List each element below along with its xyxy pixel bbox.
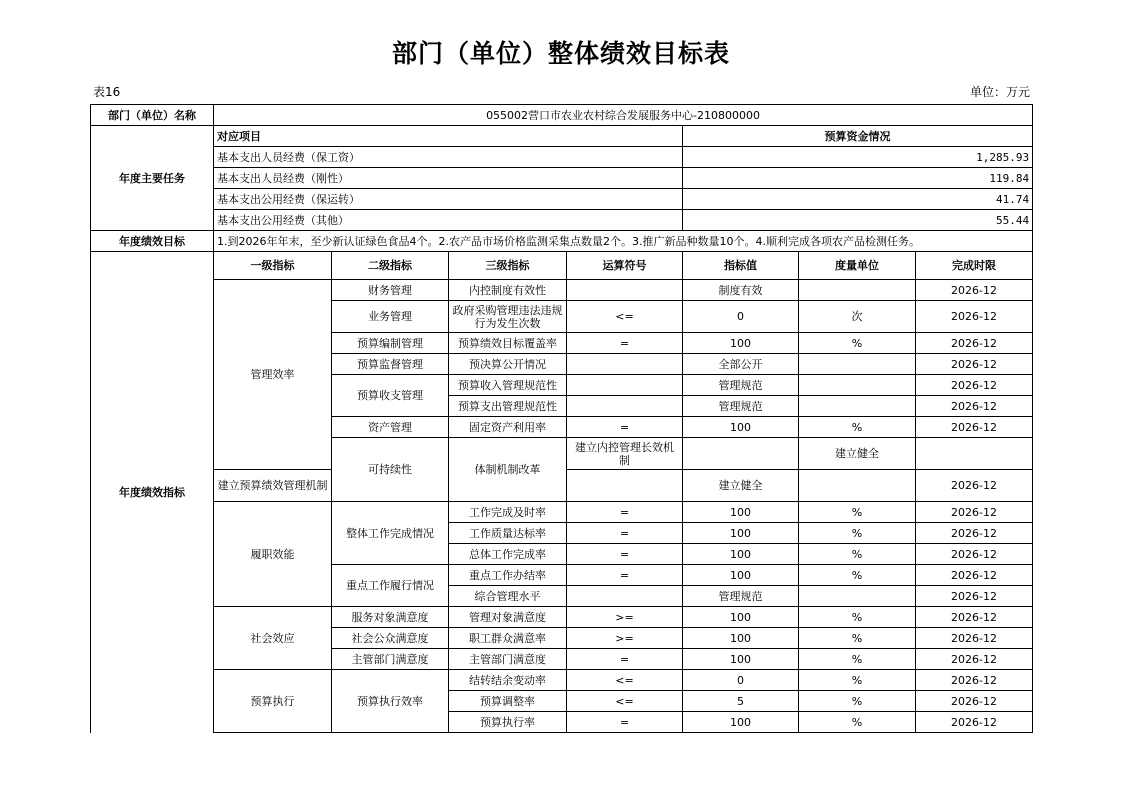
tasks-label: 年度主要任务: [91, 126, 214, 231]
value-cell: 100: [683, 502, 799, 523]
operator-cell: >=: [567, 628, 683, 649]
value-cell: 管理规范: [683, 396, 799, 417]
level2-cell: 体制机制改革: [449, 438, 567, 502]
deadline-cell: 2026-12: [916, 544, 1033, 565]
level3-cell: 重点工作办结率: [449, 565, 567, 586]
deadline-cell: 2026-12: [916, 670, 1033, 691]
level3-cell: 预算调整率: [449, 691, 567, 712]
col-header: 完成时限: [916, 252, 1033, 280]
value-cell: 制度有效: [683, 280, 799, 301]
table-row: [91, 189, 1033, 210]
col-header: 三级指标: [449, 252, 567, 280]
task-amount: 119.84: [683, 168, 1033, 189]
unit-cell: %: [799, 333, 916, 354]
deadline-cell: 2026-12: [916, 375, 1033, 396]
level3-cell: 预决算公开情况: [449, 354, 567, 375]
unit-cell: [916, 438, 1033, 470]
value-cell: 100: [683, 417, 799, 438]
deadline-cell: 2026-12: [916, 396, 1033, 417]
value-cell: 100: [683, 607, 799, 628]
deadline-cell: 2026-12: [916, 691, 1033, 712]
level3-cell: 预算收入管理规范性: [449, 375, 567, 396]
unit-cell: [799, 396, 916, 417]
operator-cell: =: [567, 417, 683, 438]
level2-cell: 预算执行效率: [332, 670, 449, 733]
level2-cell: 业务管理: [332, 301, 449, 333]
deadline-cell: 2026-12: [916, 628, 1033, 649]
level3-cell: 工作完成及时率: [449, 502, 567, 523]
level3-cell: 固定资产利用率: [449, 417, 567, 438]
unit-cell: %: [799, 670, 916, 691]
col-header: 运算符号: [567, 252, 683, 280]
operator-cell: [567, 280, 683, 301]
operator-cell: <=: [567, 691, 683, 712]
unit-cell: %: [799, 502, 916, 523]
unit-cell: %: [799, 691, 916, 712]
value-cell: 管理规范: [683, 375, 799, 396]
level3-cell: 总体工作完成率: [449, 544, 567, 565]
deadline-cell: 2026-12: [916, 333, 1033, 354]
deadline-cell: 2026-12: [916, 565, 1033, 586]
level3-cell: 建立预算绩效管理机制: [214, 470, 332, 502]
deadline-cell: 2026-12: [916, 649, 1033, 670]
unit-cell: [799, 375, 916, 396]
level3-cell: 预算执行率: [449, 712, 567, 733]
unit-label: 单位：万元: [969, 85, 1030, 99]
operator-cell: =: [567, 544, 683, 565]
table-row: [91, 280, 1033, 301]
unit-cell: %: [799, 523, 916, 544]
value-cell: 建立健全: [799, 438, 916, 470]
value-cell: 0: [683, 670, 799, 691]
deadline-cell: 2026-12: [916, 502, 1033, 523]
unit-cell: %: [799, 649, 916, 670]
level3-cell: 综合管理水平: [449, 586, 567, 607]
task-amount: 55.44: [683, 210, 1033, 231]
task-item: 基本支出人员经费（刚性）: [214, 168, 683, 189]
unit-cell: %: [799, 607, 916, 628]
deadline-cell: 2026-12: [916, 712, 1033, 733]
deadline-cell: 2026-12: [916, 280, 1033, 301]
level1-cell: 预算执行: [214, 670, 332, 733]
value-cell: 100: [683, 333, 799, 354]
goal-row: [91, 231, 1033, 252]
level3-cell: 工作质量达标率: [449, 523, 567, 544]
goal-text: 1.到2026年年末，至少新认证绿色食品4个。2.农产品市场价格监测采集点数量2个。3.推广新品种数量10个。4.顺利完成各项农产品检测任务。: [214, 231, 1033, 252]
task-amount: 41.74: [683, 189, 1033, 210]
unit-cell: %: [799, 544, 916, 565]
deadline-cell: 2026-12: [916, 586, 1033, 607]
indicator-header-row: [91, 252, 1033, 280]
operator-cell: =: [567, 712, 683, 733]
table-row: [91, 210, 1033, 231]
goal-label: 年度绩效目标: [91, 231, 214, 252]
level3-cell: 管理对象满意度: [449, 607, 567, 628]
level2-cell: 预算监督管理: [332, 354, 449, 375]
level3-cell: 职工群众满意率: [449, 628, 567, 649]
level2-cell: 整体工作完成情况: [332, 502, 449, 565]
value-cell: 100: [683, 523, 799, 544]
table-row: [91, 670, 1033, 691]
dept-value: 055002营口市农业农村综合发展服务中心-210800000: [214, 105, 1033, 126]
table-number: 表16: [93, 85, 121, 99]
level2-cell: 预算编制管理: [332, 333, 449, 354]
dept-row: [91, 105, 1033, 126]
value-cell: 建立健全: [683, 470, 799, 502]
value-cell: 100: [683, 565, 799, 586]
deadline-cell: 2026-12: [916, 301, 1033, 333]
unit-cell: [799, 470, 916, 502]
value-cell: 全部公开: [683, 354, 799, 375]
operator-cell: >=: [567, 607, 683, 628]
operator-cell: [567, 375, 683, 396]
col-header: 二级指标: [332, 252, 449, 280]
unit-cell: [799, 354, 916, 375]
col-header: 度量单位: [799, 252, 916, 280]
col-header: 指标值: [683, 252, 799, 280]
value-cell: 100: [683, 649, 799, 670]
operator-cell: =: [567, 565, 683, 586]
level3-cell: 内控制度有效性: [449, 280, 567, 301]
operator-cell: [567, 586, 683, 607]
unit-cell: 次: [799, 301, 916, 333]
deadline-cell: 2026-12: [916, 470, 1033, 502]
level3-cell: 预算支出管理规范性: [449, 396, 567, 417]
level3-cell: 主管部门满意度: [449, 649, 567, 670]
operator-cell: [567, 354, 683, 375]
value-cell: 100: [683, 712, 799, 733]
task-amount: 1,285.93: [683, 147, 1033, 168]
level1-cell: 社会效应: [214, 607, 332, 670]
operator-cell: <=: [567, 670, 683, 691]
level1-cell: 可持续性: [332, 438, 449, 502]
operator-cell: <=: [567, 301, 683, 333]
dept-label: 部门（单位）名称: [91, 105, 214, 126]
performance-table: [90, 104, 1033, 733]
operator-cell: [567, 396, 683, 417]
value-cell: 管理规范: [683, 586, 799, 607]
level1-cell: 管理效率: [214, 280, 332, 470]
level2-cell: 预算收支管理: [332, 375, 449, 417]
level3-cell: 结转结余变动率: [449, 670, 567, 691]
level2-cell: 重点工作履行情况: [332, 565, 449, 607]
unit-cell: [799, 586, 916, 607]
operator-cell: =: [567, 649, 683, 670]
table-row: [91, 147, 1033, 168]
unit-cell: %: [799, 417, 916, 438]
level1-cell: 履职效能: [214, 502, 332, 607]
level3-cell: 建立内控管理长效机制: [567, 438, 683, 470]
deadline-cell: 2026-12: [916, 523, 1033, 544]
value-cell: 100: [683, 544, 799, 565]
value-cell: 5: [683, 691, 799, 712]
level3-cell: 预算绩效目标覆盖率: [449, 333, 567, 354]
deadline-cell: 2026-12: [916, 417, 1033, 438]
unit-cell: %: [799, 712, 916, 733]
page-title: 部门（单位）整体绩效目标表: [391, 39, 730, 68]
unit-cell: [799, 280, 916, 301]
level2-cell: 财务管理: [332, 280, 449, 301]
level2-cell: 社会公众满意度: [332, 628, 449, 649]
level2-cell: 主管部门满意度: [332, 649, 449, 670]
value-cell: 0: [683, 301, 799, 333]
operator-cell: [683, 438, 799, 470]
task-item: 基本支出公用经费（其他）: [214, 210, 683, 231]
unit-cell: %: [799, 628, 916, 649]
col-header: 一级指标: [214, 252, 332, 280]
operator-cell: =: [567, 333, 683, 354]
operator-cell: [567, 470, 683, 502]
task-item: 基本支出人员经费（保工资）: [214, 147, 683, 168]
tasks-col-project: 对应项目: [214, 126, 683, 147]
tasks-col-budget: 预算资金情况: [683, 126, 1033, 147]
operator-cell: =: [567, 523, 683, 544]
tasks-header-row: [91, 126, 1033, 147]
level2-cell: 资产管理: [332, 417, 449, 438]
level2-cell: 服务对象满意度: [332, 607, 449, 628]
deadline-cell: 2026-12: [916, 354, 1033, 375]
table-row: [91, 168, 1033, 189]
task-item: 基本支出公用经费（保运转）: [214, 189, 683, 210]
indicators-label: 年度绩效指标: [91, 252, 214, 733]
deadline-cell: 2026-12: [916, 607, 1033, 628]
table-row: [91, 607, 1033, 628]
operator-cell: =: [567, 502, 683, 523]
level3-cell: 政府采购管理违法违规行为发生次数: [449, 301, 567, 333]
unit-cell: %: [799, 565, 916, 586]
value-cell: 100: [683, 628, 799, 649]
table-row: [91, 502, 1033, 523]
